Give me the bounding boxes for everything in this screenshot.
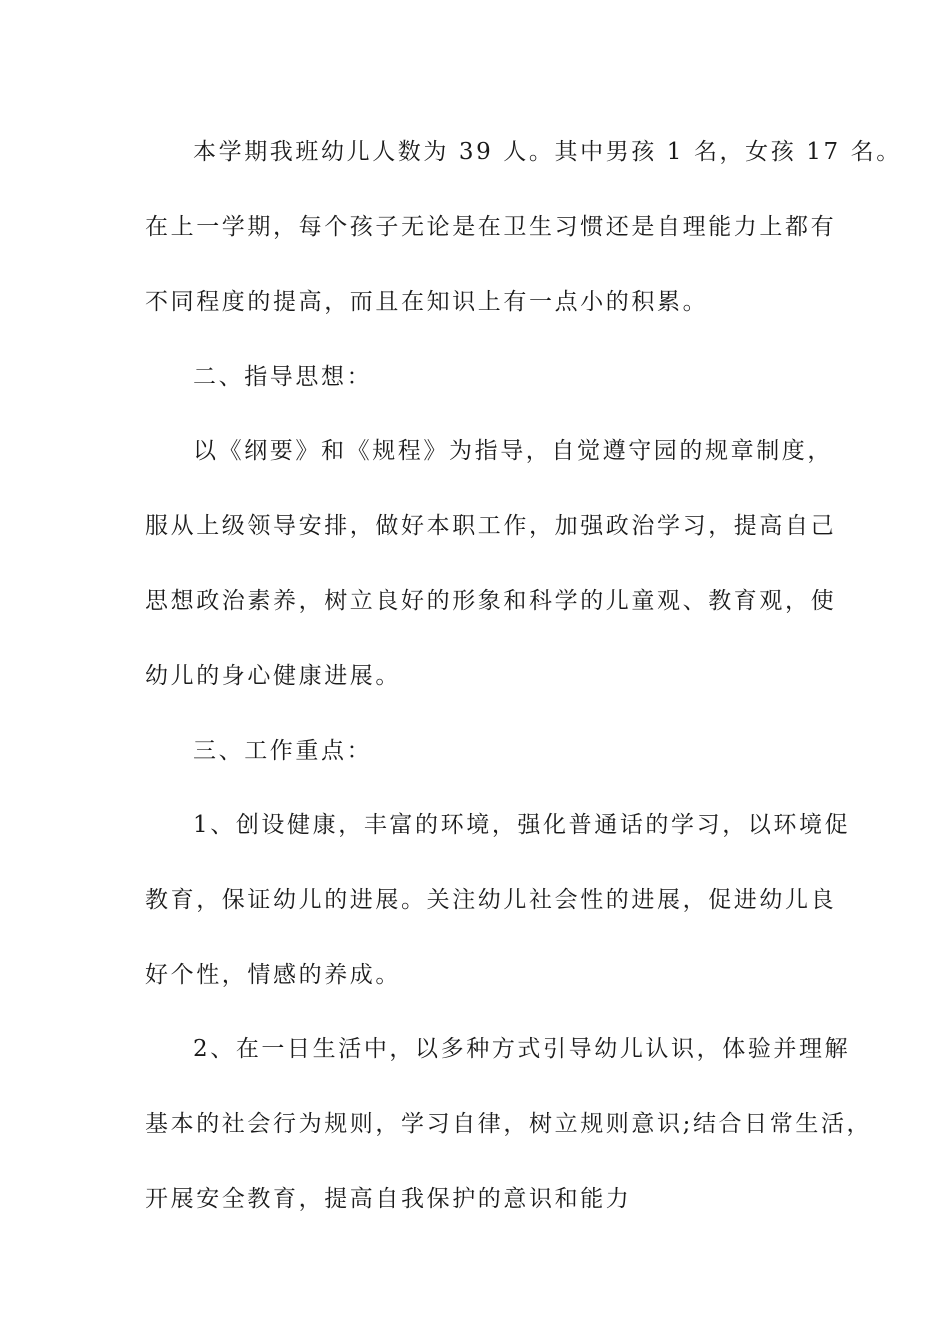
text-line: 服从上级领导安排，做好本职工作，加强政治学习，提高自己 [145, 513, 837, 539]
text-line: 以《纲要》和《规程》为指导，自觉遵守园的规章制度， [193, 438, 833, 464]
text-line: 开展安全教育，提高自我保护的意识和能力 [145, 1186, 632, 1212]
text-line: 教育，保证幼儿的进展。关注幼儿社会性的进展，促进幼儿良 [145, 887, 837, 913]
text-line: 2、在一日生活中，以多种方式引导幼儿认识，体验并理解 [193, 1036, 851, 1062]
text-line: 在上一学期，每个孩子无论是在卫生习惯还是自理能力上都有 [145, 214, 837, 240]
section-heading: 二、指导思想： [193, 364, 373, 390]
text-line: 幼儿的身心健康进展。 [145, 663, 401, 689]
text-line: 本学期我班幼儿人数为 39 人。其中男孩 1 名，女孩 17 名。 [193, 139, 902, 165]
text-line: 1、创设健康，丰富的环境，强化普通话的学习，以环境促 [193, 812, 851, 838]
text-line: 好个性，情感的养成。 [145, 962, 401, 988]
section-heading: 三、工作重点： [193, 738, 373, 764]
text-line: 思想政治素养，树立良好的形象和科学的儿童观、教育观，使 [145, 588, 837, 614]
text-line: 不同程度的提高，而且在知识上有一点小的积累。 [145, 289, 709, 315]
text-line: 基本的社会行为规则，学习自律，树立规则意识;结合日常生活， [145, 1111, 873, 1137]
